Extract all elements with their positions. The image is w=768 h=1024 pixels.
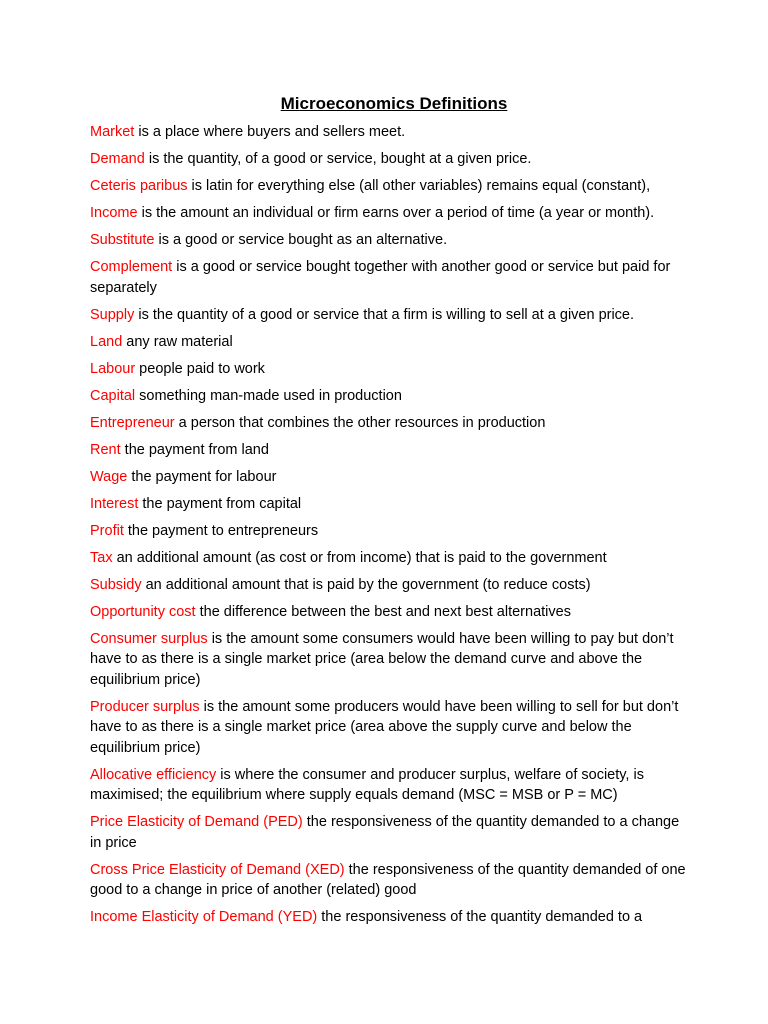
definition-text: the responsiveness of the quantity demanded to a <box>317 909 643 925</box>
definition-term: Wage <box>90 468 128 485</box>
definition-entry <box>90 548 690 569</box>
definition-term: Producer surplus <box>90 698 200 715</box>
definition-entry <box>90 521 690 542</box>
definition-text: the responsiveness of the quantity demanded of one good to a change in price of another (related) good <box>90 861 686 898</box>
definition-term: Complement <box>90 259 173 275</box>
definition-text: is the amount some producers would have been willing to sell for but don’t have to as there is a single market price (area above the supply curve and below the equilibrium price) <box>90 698 679 756</box>
definition-term: Entrepreneur <box>90 414 175 431</box>
definition-text: the payment to entrepreneurs <box>123 522 319 539</box>
definition-entry <box>90 230 690 251</box>
definition-text: is latin for everything else (all other variables) remains equal (constant), <box>187 178 651 194</box>
definition-entry <box>90 907 690 928</box>
definition-entry <box>90 860 690 901</box>
definition-entry <box>90 697 690 759</box>
definition-entry <box>90 765 690 806</box>
definition-term: Cross Price Elasticity of Demand (XED) <box>90 861 345 878</box>
definition-entry <box>90 149 690 170</box>
definition-entry <box>90 359 690 380</box>
definition-text: the payment from capital <box>138 495 302 512</box>
definition-entry <box>90 413 690 434</box>
page-title: Microeconomics Definitions <box>280 94 508 113</box>
definition-text: the payment for labour <box>127 468 277 485</box>
definition-term: Income Elasticity of Demand (YED) <box>90 909 318 925</box>
definition-text: people paid to work <box>135 360 265 377</box>
definition-term: Ceteris paribus <box>90 178 188 194</box>
definition-entry <box>90 203 690 224</box>
definitions-list <box>90 122 690 928</box>
definition-text: any raw material <box>122 333 233 350</box>
definition-term: Income <box>90 205 138 221</box>
definition-term: Allocative efficiency <box>90 766 217 783</box>
definition-text: is a place where buyers and sellers meet. <box>134 124 406 140</box>
definition-entry <box>90 575 690 596</box>
document-page <box>90 92 690 934</box>
definition-term: Supply <box>90 306 135 323</box>
definition-text: is the quantity, of a good or service, bought at a given price. <box>144 151 532 167</box>
definition-term: Capital <box>90 387 136 404</box>
definition-text: an additional amount (as cost or from income) that is paid to the government <box>112 549 607 566</box>
definition-entry <box>90 494 690 515</box>
definition-term: Profit <box>90 522 124 539</box>
definition-entry <box>90 176 690 197</box>
definition-term: Demand <box>90 151 145 167</box>
definition-term: Labour <box>90 360 136 377</box>
definition-term: Subsidy <box>90 576 142 593</box>
definition-term: Rent <box>90 441 121 458</box>
definition-entry <box>90 257 690 298</box>
definition-entry <box>90 386 690 407</box>
definition-term: Price Elasticity of Demand (PED) <box>90 814 303 830</box>
definition-entry <box>90 305 690 326</box>
definition-text: is the amount an individual or firm earns over a period of time (a year or month). <box>137 205 655 221</box>
definition-term: Land <box>90 333 123 350</box>
definition-term: Substitute <box>90 232 155 248</box>
definition-text: is where the consumer and producer surplus, welfare of society, is maximised; the equilibrium where supply equals demand (MSC = MSB or P = MC) <box>90 766 644 803</box>
definition-entry <box>90 467 690 488</box>
definition-entry <box>90 122 690 143</box>
definition-text: the responsiveness of the quantity demanded to a change in price <box>90 814 680 851</box>
definition-term: Opportunity cost <box>90 603 196 620</box>
definition-entry <box>90 332 690 353</box>
definition-text: the payment from land <box>120 441 269 458</box>
definition-text: a person that combines the other resources in production <box>174 414 546 431</box>
definition-text: an additional amount that is paid by the government (to reduce costs) <box>141 576 591 593</box>
definition-text: is the quantity of a good or service that a firm is willing to sell at a given price. <box>134 306 635 323</box>
definition-entry <box>90 629 690 691</box>
definition-text: something man-made used in production <box>135 387 402 404</box>
definition-text: is the amount some consumers would have been willing to pay but don’t have to as there is a single market price (area below the demand curve and above the equilibrium price) <box>90 630 674 688</box>
definition-entry <box>90 812 690 853</box>
definition-term: Market <box>90 124 135 140</box>
definition-text: the difference between the best and next best alternatives <box>195 603 571 620</box>
definition-term: Consumer surplus <box>90 630 208 647</box>
definition-term: Interest <box>90 495 139 512</box>
definition-entry <box>90 602 690 623</box>
definition-text: is a good or service bought together with another good or service but paid for separately <box>90 259 671 296</box>
definition-entry <box>90 440 690 461</box>
definition-text: is a good or service bought as an alternative. <box>154 232 448 248</box>
definition-term: Tax <box>90 549 113 566</box>
